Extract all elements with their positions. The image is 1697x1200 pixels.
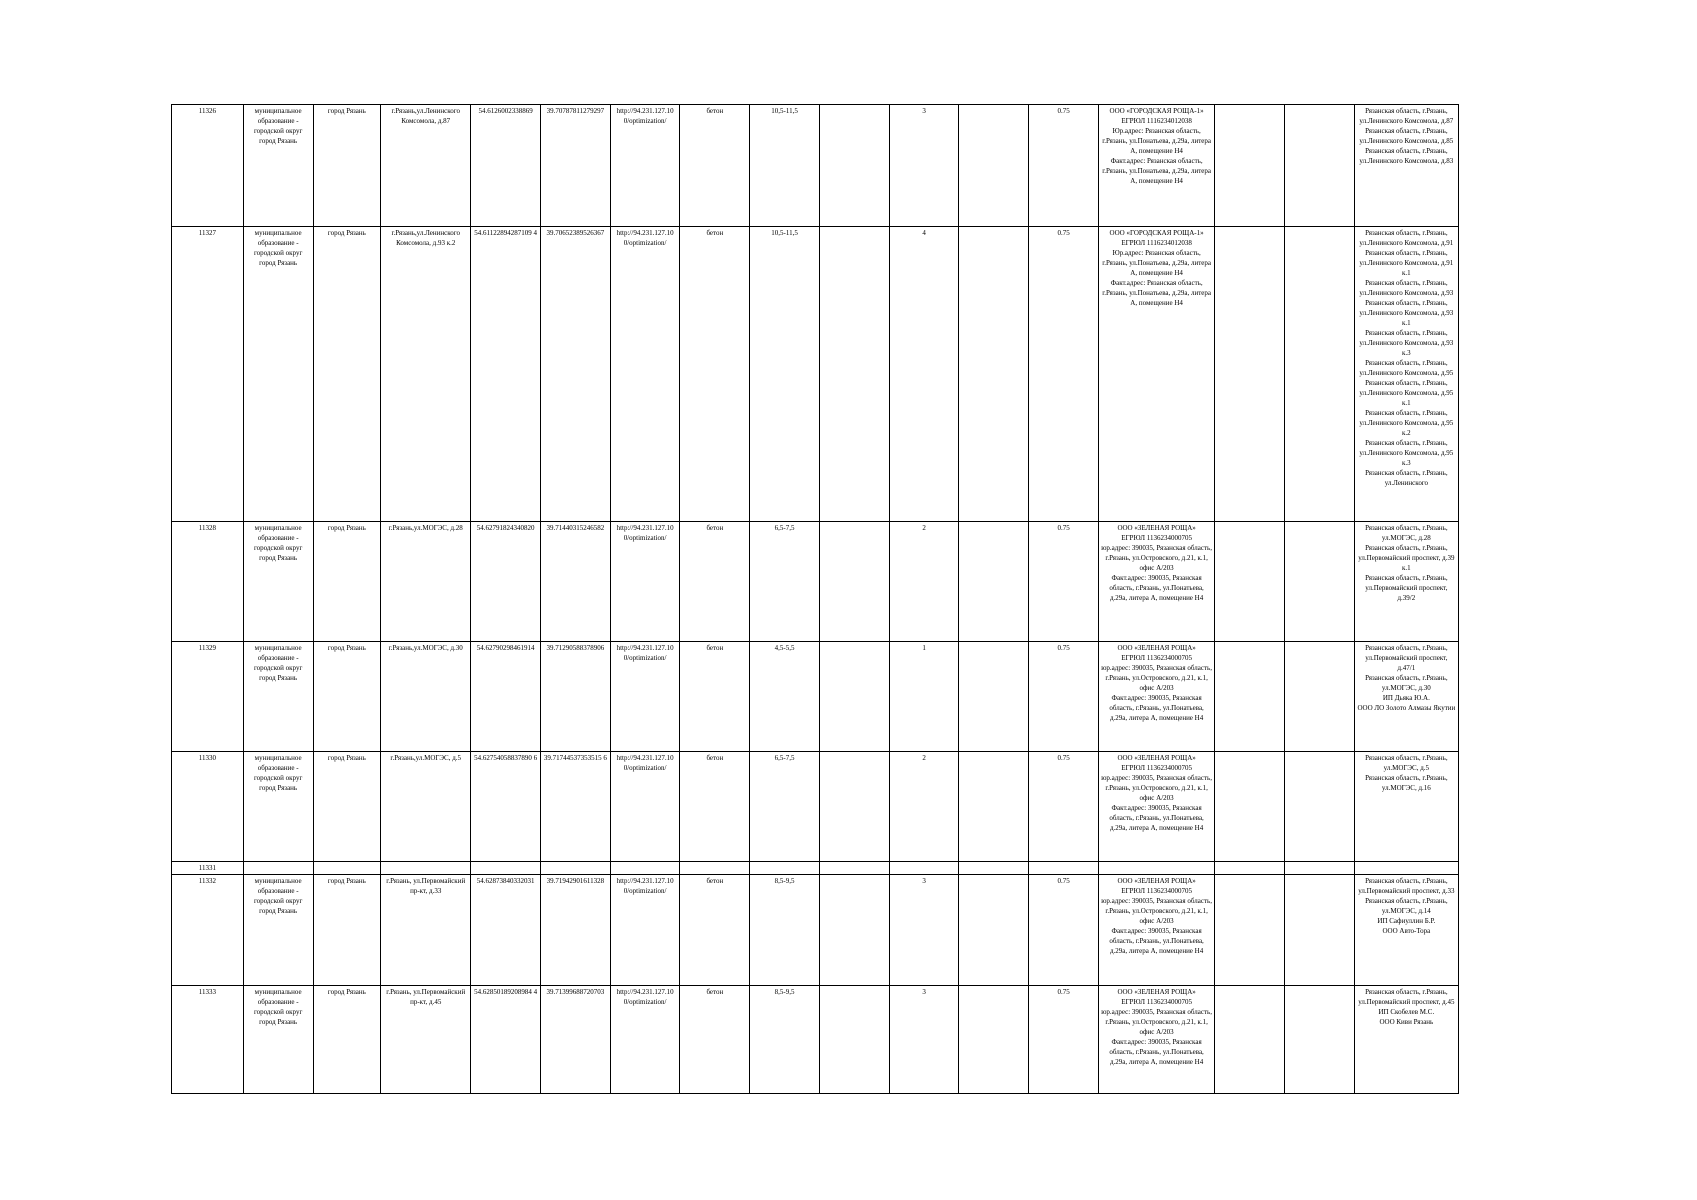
cell-empty [959,642,1029,752]
cell-longitude: 39.71290588378906 [540,642,610,752]
table-row [172,752,1459,862]
cell-operator: ООО «ЗЕЛЕНАЯ РОЩА» ЕГРЮЛ 1136234000705 юр.адрес: 390035, Рязанская область, г.Рязань, ул.Островского, д.21, к.1, офис А/203 Факт.адрес: 390035, Рязанская область, г.Рязань, ул.Понатьева, д.29а, литера А, помещение Н4 [1098,522,1214,642]
cell-empty [1215,752,1285,862]
cell-id: 11329 [172,642,244,752]
cell-operator: ООО «ГОРОДСКАЯ РОЩА-1» ЕГРЮЛ 1116234012038 Юр.адрес: Рязанская область, г.Рязань, ул.Понатьева, д.29а, литера А, помещение Н4 Факт.адрес: Рязанская область, г.Рязань, ул.Понатьева, д.29а, литера А, помещение Н4 [1098,227,1214,522]
cell-containers: 4 [889,227,959,522]
cell-municipality: муниципальное образование - городской округ город Рязань [243,642,313,752]
cell-containers: 3 [889,986,959,1094]
cell-latitude: 54.62873840332031 [471,875,541,986]
cell-id: 11328 [172,522,244,642]
cell-operator: ООО «ЗЕЛЕНАЯ РОЩА» ЕГРЮЛ 1136234000705 юр.адрес: 390035, Рязанская область, г.Рязань, ул.Островского, д.21, к.1, офис А/203 Факт.адрес: 390035, Рязанская область, г.Рязань, ул.Понатьева, д.29а, литера А, помещение Н4 [1098,986,1214,1094]
cell-latitude: 54.62754058837890 6 [471,752,541,862]
cell-empty [959,752,1029,862]
cell-latitude [471,862,541,875]
cell-containers [889,862,959,875]
table-row [172,227,1459,522]
cell-longitude: 39.70787811279297 [540,105,610,227]
cell-operator: ООО «ЗЕЛЕНАЯ РОЩА» ЕГРЮЛ 1136234000705 юр.адрес: 390035, Рязанская область, г.Рязань, ул.Островского, д.21, к.1, офис А/203 Факт.адрес: 390035, Рязанская область, г.Рязань, ул.Понатьева, д.29а, литера А, помещение Н4 [1098,875,1214,986]
cell-locality: город Рязань [313,642,381,752]
cell-id: 11332 [172,875,244,986]
cell-area: 6,5-7,5 [750,752,820,862]
table-row [172,642,1459,752]
cell-url[interactable]: http://94.231.127.10 0/optimization/ [610,875,680,986]
cell-municipality: муниципальное образование - городской округ город Рязань [243,105,313,227]
cell-volume: 0.75 [1029,986,1099,1094]
table-row [172,875,1459,986]
cell-sources: Рязанская область, г.Рязань, ул.Ленинского Комсомола, д.87 Рязанская область, г.Рязань, ул.Ленинского Комсомола, д.85 Рязанская область, г.Рязань, ул.Ленинского Комсомола, д.83 [1354,105,1458,227]
cell-longitude [540,862,610,875]
cell-area: 10,5-11,5 [750,105,820,227]
cell-empty [819,522,889,642]
cell-area: 4,5-5,5 [750,642,820,752]
cell-municipality [243,862,313,875]
cell-empty [819,227,889,522]
cell-id: 11330 [172,752,244,862]
registry-table-body [172,105,1459,1094]
cell-empty [1215,862,1285,875]
cell-municipality: муниципальное образование - городской округ город Рязань [243,752,313,862]
cell-empty [819,752,889,862]
cell-id: 11326 [172,105,244,227]
cell-longitude: 39.71942901611328 [540,875,610,986]
cell-area: 8,5-9,5 [750,986,820,1094]
cell-locality: город Рязань [313,875,381,986]
cell-empty [1284,105,1354,227]
cell-empty [1215,227,1285,522]
table-row [172,986,1459,1094]
cell-empty [1215,522,1285,642]
cell-containers: 1 [889,642,959,752]
table-row [172,522,1459,642]
cell-volume: 0.75 [1029,642,1099,752]
cell-empty [1284,227,1354,522]
cell-municipality: муниципальное образование - городской округ город Рязань [243,522,313,642]
cell-longitude: 39.71399688720703 [540,986,610,1094]
cell-empty [819,105,889,227]
cell-latitude: 54.62850189208984 4 [471,986,541,1094]
cell-longitude: 39.70652389526367 [540,227,610,522]
cell-address: г.Рязань,ул.МОГЭС, д.5 [381,752,471,862]
cell-empty [1215,105,1285,227]
cell-url[interactable]: http://94.231.127.10 0/optimization/ [610,227,680,522]
cell-empty [1215,642,1285,752]
cell-locality: город Рязань [313,986,381,1094]
cell-empty [1215,875,1285,986]
cell-empty [1284,752,1354,862]
cell-area: 8,5-9,5 [750,875,820,986]
cell-surface: бетон [680,875,750,986]
cell-containers: 3 [889,105,959,227]
cell-locality [313,862,381,875]
cell-volume: 0.75 [1029,522,1099,642]
cell-area: 10,5-11,5 [750,227,820,522]
cell-longitude: 39.71744537353515 6 [540,752,610,862]
cell-empty [819,642,889,752]
cell-empty [1215,986,1285,1094]
cell-operator: ООО «ЗЕЛЕНАЯ РОЩА» ЕГРЮЛ 1136234000705 юр.адрес: 390035, Рязанская область, г.Рязань, ул.Островского, д.21, к.1, офис А/203 Факт.адрес: 390035, Рязанская область, г.Рязань, ул.Понатьева, д.29а, литера А, помещение Н4 [1098,752,1214,862]
cell-empty [959,105,1029,227]
cell-municipality: муниципальное образование - городской округ город Рязань [243,227,313,522]
cell-url[interactable] [610,862,680,875]
cell-locality: город Рязань [313,752,381,862]
cell-empty [959,875,1029,986]
cell-empty [1284,986,1354,1094]
cell-municipality: муниципальное образование - городской округ город Рязань [243,875,313,986]
cell-empty [1284,862,1354,875]
cell-empty [1284,522,1354,642]
cell-containers: 2 [889,752,959,862]
cell-surface [680,862,750,875]
cell-empty [819,986,889,1094]
cell-empty [1284,875,1354,986]
cell-surface: бетон [680,986,750,1094]
cell-sources: Рязанская область, г.Рязань, ул.МОГЭС, д.5 Рязанская область, г.Рязань, ул.МОГЭС, д.16 [1354,752,1458,862]
cell-address [381,862,471,875]
cell-id: 11327 [172,227,244,522]
cell-empty [959,986,1029,1094]
cell-surface: бетон [680,522,750,642]
cell-url[interactable]: http://94.231.127.10 0/optimization/ [610,642,680,752]
cell-volume: 0.75 [1029,105,1099,227]
cell-volume [1029,862,1099,875]
cell-empty [819,862,889,875]
cell-volume: 0.75 [1029,752,1099,862]
cell-sources: Рязанская область, г.Рязань, ул.Первомайский проспект, д.33 Рязанская область, г.Рязань, ул.МОГЭС, д.14 ИП Сафиуллин Б.Р. ООО Авто-Тора [1354,875,1458,986]
cell-address: г.Рязань,ул.МОГЭС, д.28 [381,522,471,642]
cell-empty [1284,642,1354,752]
cell-empty [819,875,889,986]
cell-surface: бетон [680,227,750,522]
cell-sources: Рязанская область, г.Рязань, ул.Первомайский проспект, д.45 ИП Скобелев М.С. ООО Киви Рязань [1354,986,1458,1094]
cell-url[interactable]: http://94.231.127.10 0/optimization/ [610,105,680,227]
cell-address: г.Рязань,ул.Ленинского Комсомола, д.93 к.2 [381,227,471,522]
cell-latitude: 54.62791824340820 [471,522,541,642]
cell-volume: 0.75 [1029,227,1099,522]
cell-empty [959,522,1029,642]
cell-municipality: муниципальное образование - городской округ город Рязань [243,986,313,1094]
cell-address: г.Рязань,ул.МОГЭС, д.30 [381,642,471,752]
cell-area [750,862,820,875]
cell-latitude: 54.62790298461914 [471,642,541,752]
cell-volume: 0.75 [1029,875,1099,986]
cell-id: 11333 [172,986,244,1094]
cell-longitude: 39.71440315246582 [540,522,610,642]
cell-operator [1098,862,1214,875]
cell-url[interactable]: http://94.231.127.10 0/optimization/ [610,986,680,1094]
cell-address: г.Рязань,ул.Ленинского Комсомола, д.87 [381,105,471,227]
cell-surface: бетон [680,105,750,227]
cell-address: г.Рязань, ул.Первомайский пр-кт, д.45 [381,986,471,1094]
cell-sources [1354,862,1458,875]
cell-sources: Рязанская область, г.Рязань, ул.Ленинского Комсомола, д.91 Рязанская область, г.Рязань, ул.Ленинского Комсомола, д.91 к.1 Рязанская область, г.Рязань, ул.Ленинского Комсомола, д.93 Рязанская область, г.Рязань, ул.Ленинского Комсомола, д.93 к.1 Рязанская область, г.Рязань, ул.Ленинского Комсомола, д.93 к.3 Рязанская область, г.Рязань, ул.Ленинского Комсомола, д.95 Рязанская область, г.Рязань, ул.Ленинского Комсомола, д.95 к.1 Рязанская область, г.Рязань, ул.Ленинского Комсомола, д.95 к.2 Рязанская область, г.Рязань, ул.Ленинского Комсомола, д.95 к.3 Рязанская область, г.Рязань, ул.Ленинского [1354,227,1458,522]
cell-sources: Рязанская область, г.Рязань, ул.МОГЭС, д.28 Рязанская область, г.Рязань, ул.Первомайский проспект, д.39 к.1 Рязанская область, г.Рязань, ул.Первомайский проспект, д.39/2 [1354,522,1458,642]
table-row [172,862,1459,875]
cell-sources: Рязанская область, г.Рязань, ул.Первомайский проспект, д.47/1 Рязанская область, г.Рязань, ул.МОГЭС, д.30 ИП Дьяка Ю.А. ООО ЛО Золото Алмазы Якутии [1354,642,1458,752]
cell-operator: ООО «ЗЕЛЕНАЯ РОЩА» ЕГРЮЛ 1136234000705 юр.адрес: 390035, Рязанская область, г.Рязань, ул.Островского, д.21, к.1, офис А/203 Факт.адрес: 390035, Рязанская область, г.Рязань, ул.Понатьева, д.29а, литера А, помещение Н4 [1098,642,1214,752]
cell-url[interactable]: http://94.231.127.10 0/optimization/ [610,752,680,862]
cell-latitude: 54.61122894287109 4 [471,227,541,522]
table-row [172,105,1459,227]
cell-empty [959,862,1029,875]
cell-id: 11331 [172,862,244,875]
cell-operator: ООО «ГОРОДСКАЯ РОЩА-1» ЕГРЮЛ 1116234012038 Юр.адрес: Рязанская область, г.Рязань, ул.Понатьева, д.29а, литера А, помещение Н4 Факт.адрес: Рязанская область, г.Рязань, ул.Понатьева, д.29а, литера А, помещение Н4 [1098,105,1214,227]
cell-locality: город Рязань [313,227,381,522]
cell-address: г.Рязань, ул.Первомайский пр-кт, д.33 [381,875,471,986]
cell-locality: город Рязань [313,105,381,227]
cell-empty [959,227,1029,522]
registry-table [171,104,1459,1094]
cell-area: 6,5-7,5 [750,522,820,642]
cell-containers: 3 [889,875,959,986]
cell-surface: бетон [680,642,750,752]
cell-url[interactable]: http://94.231.127.10 0/optimization/ [610,522,680,642]
cell-containers: 2 [889,522,959,642]
cell-locality: город Рязань [313,522,381,642]
cell-latitude: 54.6126002338869 [471,105,541,227]
cell-surface: бетон [680,752,750,862]
